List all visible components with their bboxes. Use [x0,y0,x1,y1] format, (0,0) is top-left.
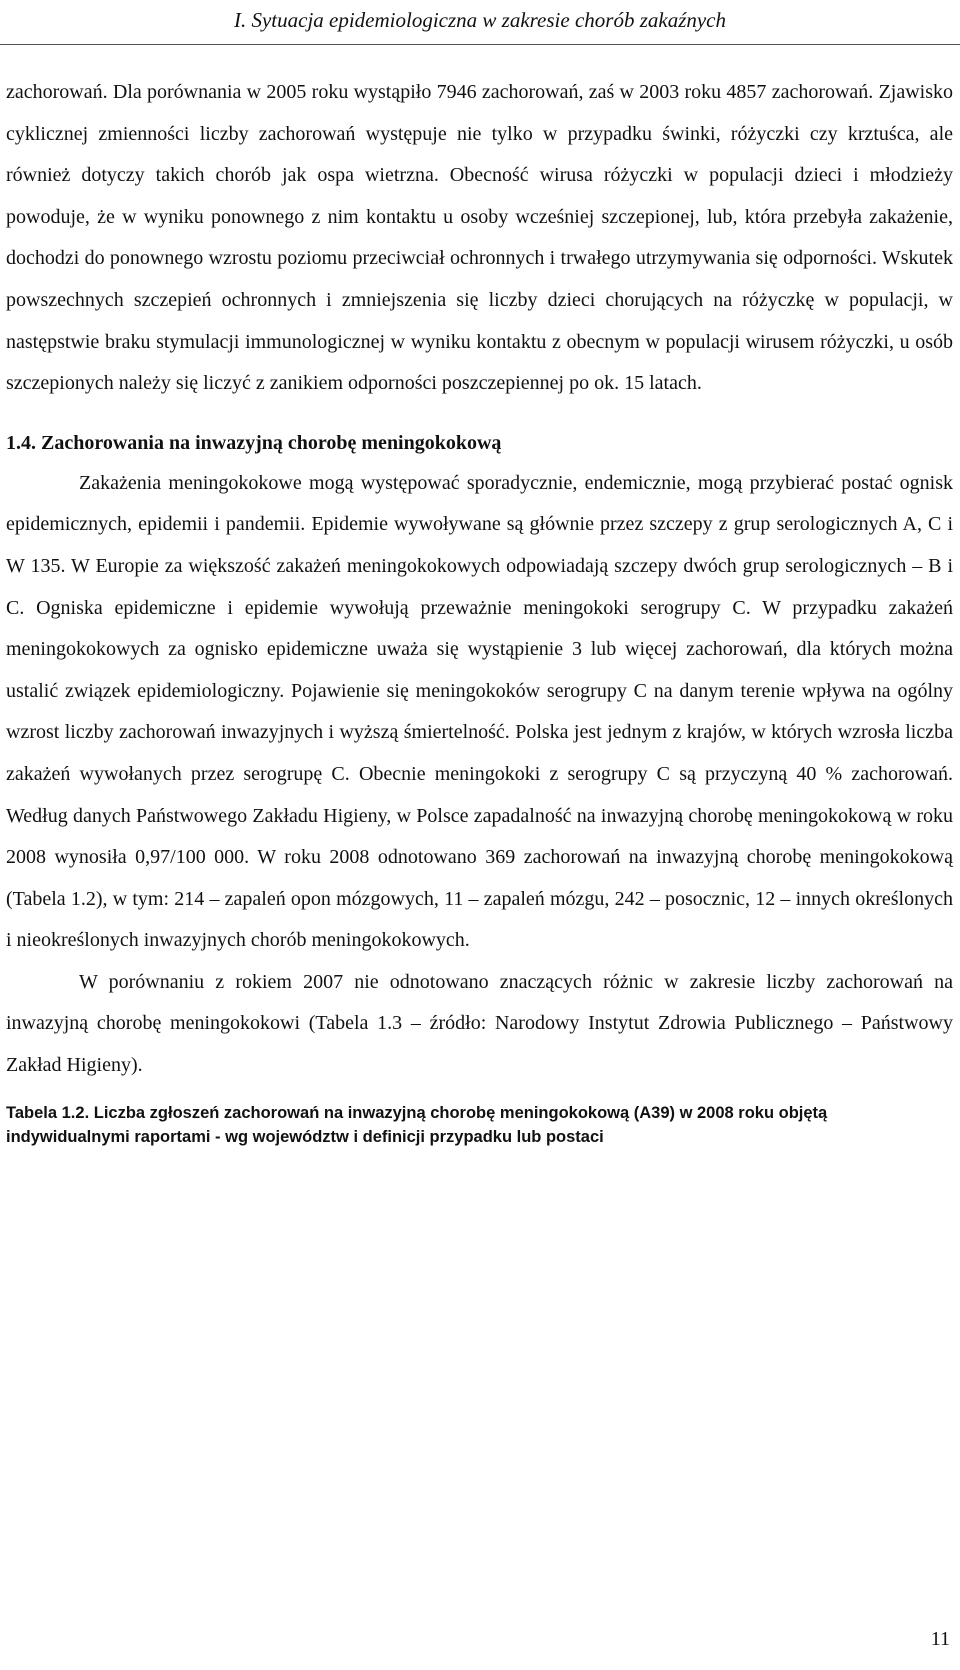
running-header: I. Sytuacja epidemiologiczna w zakresie chorób zakaźnych [233,8,727,32]
page-body [6,72,953,1149]
paragraph-meningococcal: Zakażenia meningokokowe mogą występować sporadycznie, endemicznie, mogą przybierać postać ognisk epidemicznych, epidemii i pandemii. Epidemie wywoływane są głównie przez szczepy z grup serologicznych A, C i W 135. W Europie za większość zakażeń meningokokowych odpowiadają szczepy dwóch grup serologicznych – B i C. Ogniska epidemiczne i epidemie wywołują przeważnie meningokoki serogrupy C. W przypadku zakażeń meningokokowych za ognisko epidemiczne uważa się wystąpienie 3 lub więcej zachorowań, dla których można ustalić związek epidemiologiczny. Pojawienie się meningokoków serogrupy C na danym terenie wpływa na ogólny wzrost liczby zachorowań inwazyjnych i wyższą śmiertelność. Polska jest jednym z krajów, w których wzrosła liczba zakażeń wywołanych przez serogrupę C. Obecnie meningokoki z serogrupy C są przyczyną 40 % zachorowań. Według danych Państwowego Zakładu Higieny, w Polsce zapadalność na inwazyjną chorobę meningokokową w roku 2008 wynosiła 0,97/100 000. W roku 2008 odnotowano 369 zachorowań na inwazyjną chorobę meningokokową (Tabela 1.2), w tym: 214 – zapaleń opon mózgowych, 11 – zapaleń mózgu, 242 – posocznic, 12 – innych określonych i nieokreślonych inwazyjnych chorób meningokokowych. [6,471,953,952]
header-rule [0,44,960,45]
page-number: 11 [930,1628,950,1650]
table-caption: Tabela 1.2. Liczba zgłoszeń zachorowań na inwazyjną chorobę meningokokową (A39) w 2008 roku objętą indywidualnymi raportami - wg województw i definicji przypadku lub postaci [6,1103,828,1146]
section-heading: 1.4. Zachorowania na inwazyjną chorobę meningokokową [6,431,502,454]
paragraph-comparison: W porównaniu z rokiem 2007 nie odnotowano znaczących różnic w zakresie liczby zachorowań na inwazyjną chorobę meningokokowi (Tabela 1.3 – źródło: Narodowy Instytut Zdrowia Publicznego – Państwowy Zakład Higieny). [6,970,953,1077]
paragraph-rubella: zachorowań. Dla porównania w 2005 roku wystąpiło 7946 zachorowań, zaś w 2003 roku 4857 zachorowań. Zjawisko cyklicznej zmienności liczby zachorowań występuje nie tylko w przypadku świnki, różyczki czy krztuśca, ale również dotyczy takich chorób jak ospa wietrzna. Obecność wirusa różyczki w populacji dzieci i młodzieży powoduje, że w wyniku ponownego z nim kontaktu u osoby wcześniej szczepionej, lub, która przebyła zakażenie, dochodzi do ponownego wzrostu poziomu przeciwciał ochronnych i trwałego utrzymywania się odporności. Wskutek powszechnych szczepień ochronnych i zmniejszenia się liczby dzieci chorujących na różyczkę w populacji, w następstwie braku stymulacji immunologicznej w wyniku kontaktu z obecnym w populacji wirusem różyczki, u osób szczepionych należy się liczyć z zanikiem odporności poszczepiennej po ok. 15 latach. [6,81,953,395]
